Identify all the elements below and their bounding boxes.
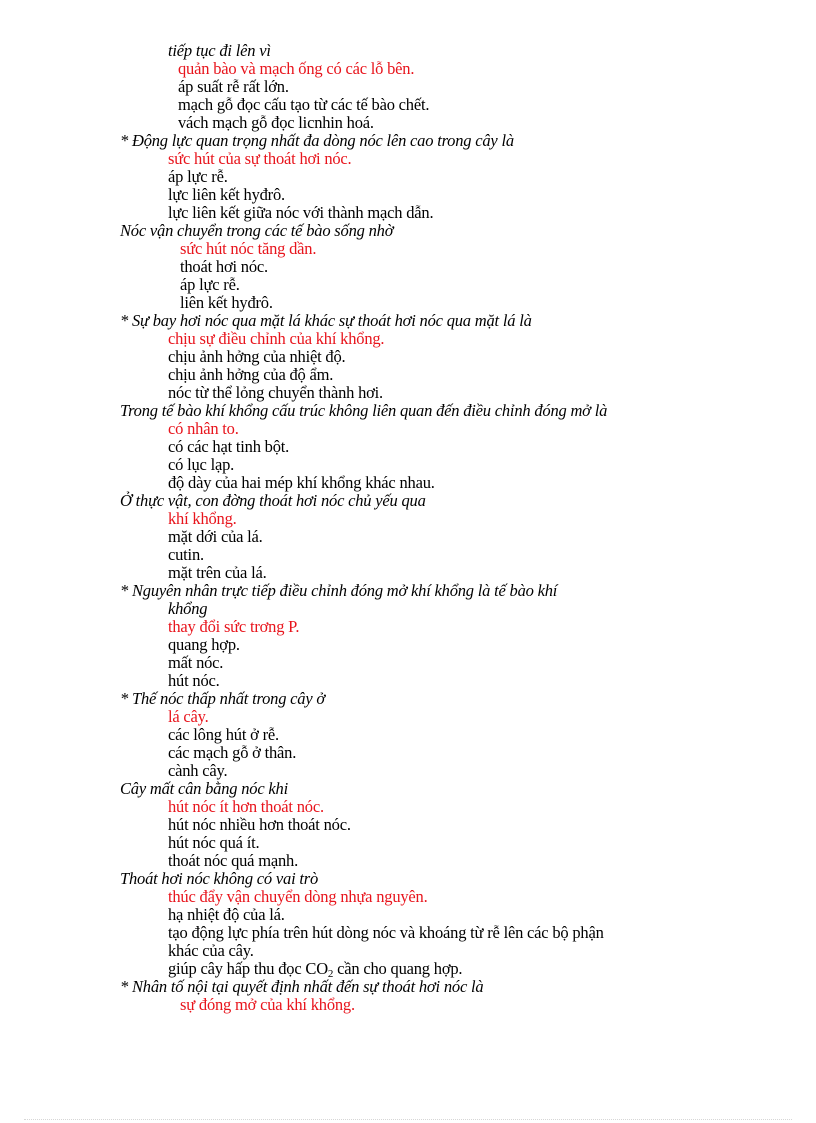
answer-correct: quản bào và mạch ống có các lỗ bên. [178,59,415,78]
answer-correct: khí khổng. [168,509,237,528]
option-text: giúp cây hấp thu đọc CO [168,959,328,978]
answer-option: thoát hơi nóc. [180,257,268,276]
answer-option: các lông hút ở rễ. [168,725,279,744]
answer-option: hạ nhiệt độ của lá. [168,905,285,924]
answer-correct: thúc đẩy vận chuyển dòng nhựa nguyên. [168,887,428,906]
answer-correct: sự đóng mở của khí khổng. [180,995,355,1014]
answer-option: áp lực rễ. [180,275,240,294]
answer-correct: hút nóc ít hơn thoát nóc. [168,797,324,816]
answer-correct: sức hút nóc tăng dần. [180,239,317,258]
question-text: * Sự bay hơi nóc qua mặt lá khác sự thoát hơi nóc qua mặt lá là [120,311,532,330]
answer-correct: chịu sự điều chỉnh của khí khổng. [168,329,385,348]
question-text: * Nguyên nhân trực tiếp điều chỉnh đóng mở khí khổng là tế bào khí [120,581,558,600]
answer-option: hút nóc. [168,671,220,690]
answer-option: liên kết hyđrô. [180,293,273,312]
question-text: Nóc vận chuyển trong các tế bào sống nhờ [120,221,394,240]
question-text: Cây mất cân bằng nóc khi [120,779,288,798]
question-continuation: tiếp tục đi lên vì [168,41,271,60]
answer-option: mất nóc. [168,653,224,672]
question-text: Trong tế bào khí khổng cấu trúc không liên quan đến điều chỉnh đóng mở là [120,401,608,420]
answer-option: chịu ảnh hởng của độ ẩm. [168,365,334,384]
answer-correct: lá cây. [168,707,209,726]
answer-option: hút nóc nhiều hơn thoát nóc. [168,815,351,834]
answer-option [168,960,462,978]
answer-option: quang hợp. [168,635,240,654]
answer-option: hút nóc quá ít. [168,833,260,852]
option-text-tail: cần cho quang hợp. [333,959,463,978]
answer-option: tạo động lực phía trên hút dòng nóc và khoáng từ rễ lên các bộ phận [168,923,604,942]
answer-option: áp lực rễ. [168,167,228,186]
question-text: Ở thực vật, con đờng thoát hơi nóc chủ yếu qua [120,491,426,510]
question-text: Thoát hơi nóc không có vai trò [120,869,319,888]
answer-option: nóc từ thể lỏng chuyển thành hơi. [168,383,383,402]
answer-option-wrap: khác của cây. [168,941,254,960]
answer-option: vách mạch gỗ đọc licnhin hoá. [178,113,374,132]
answer-option: có lục lạp. [168,455,235,474]
question-text: * Động lực quan trọng nhất đa dòng nóc lên cao trong cây là [120,131,514,150]
answer-option: lực liên kết giữa nóc với thành mạch dẫn. [168,203,434,222]
question-text: * Thế nóc thấp nhất trong cây ở [120,689,326,708]
answer-option: áp suất rễ rất lớn. [178,77,289,96]
answer-option: cành cây. [168,761,228,780]
page-footer-rule [24,1119,792,1120]
answer-option: mặt trên của lá. [168,563,267,582]
answer-option: cutin. [168,545,204,564]
answer-option: chịu ảnh hởng của nhiệt độ. [168,347,346,366]
answer-option: lực liên kết hyđrô. [168,185,285,204]
answer-option: mặt dới của lá. [168,527,263,546]
answer-correct: sức hút của sự thoát hơi nóc. [168,149,352,168]
answer-correct: có nhân to. [168,419,239,438]
subscript-2: 2 [327,968,334,980]
answer-option: thoát nóc quá mạnh. [168,851,298,870]
answer-correct: thay đổi sức trơng P. [168,617,300,636]
answer-option: mạch gỗ đọc cấu tạo từ các tế bào chết. [178,95,430,114]
question-text-wrap: khổng [168,599,208,618]
answer-option: độ dày của hai mép khí khổng khác nhau. [168,473,435,492]
answer-option: có các hạt tinh bột. [168,437,290,456]
answer-option: các mạch gỗ ở thân. [168,743,297,762]
question-text: * Nhân tố nội tại quyết định nhất đến sự thoát hơi nóc là [120,977,484,996]
